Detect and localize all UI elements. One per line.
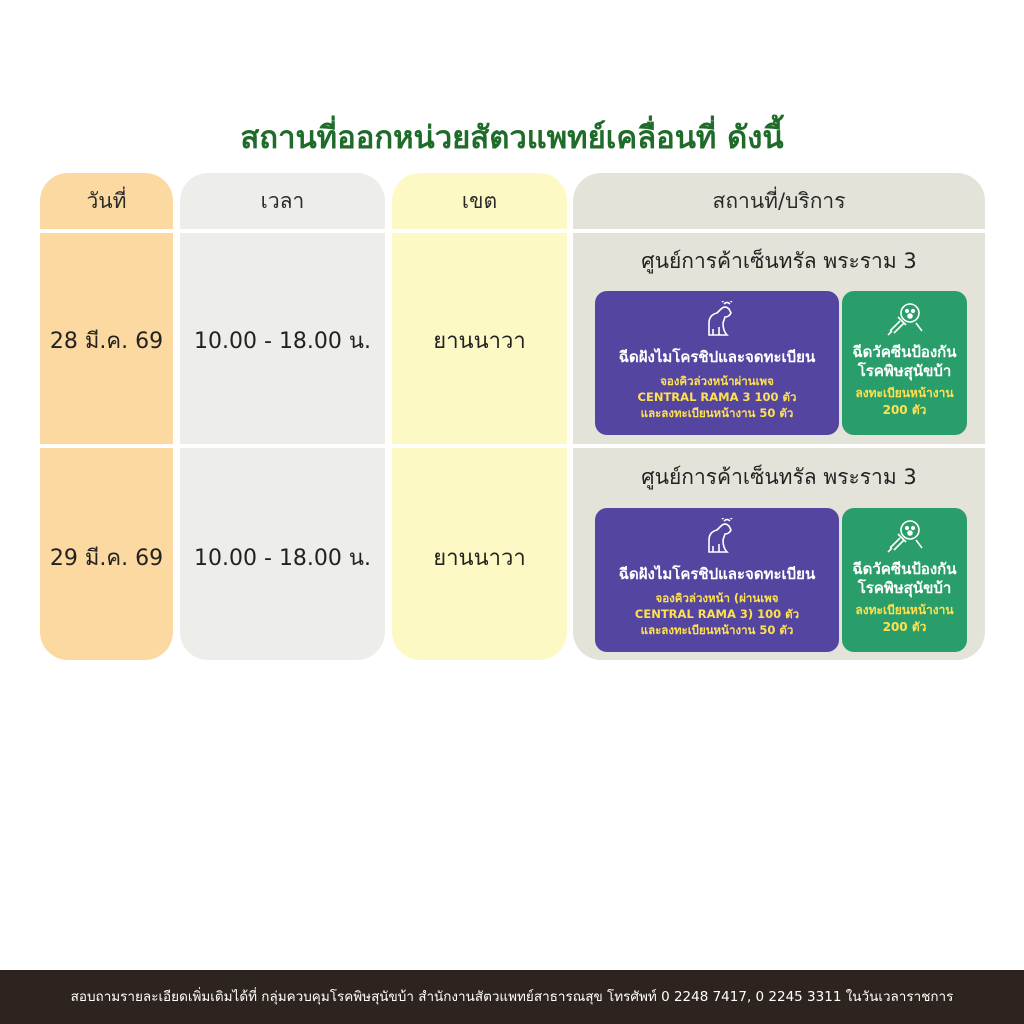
row2-microchip-title: ฉีดฝังไมโครชิปและจดทะเบียน [618, 565, 816, 583]
row-divider [40, 444, 985, 448]
row2-microchip-desc-line1: จองคิวล่วงหน้า (ผ่านเพจ [655, 591, 779, 605]
header-time: เวลา [260, 189, 305, 213]
row2-microchip-desc-line3: และลงทะเบียนหน้างาน 50 ตัว [640, 623, 794, 637]
row2-vaccine-title-line1: ฉีดวัคซีนป้องกัน [852, 560, 957, 578]
row1-district: ยานนาวา [433, 329, 526, 354]
row1-date: 28 มี.ค. 69 [49, 329, 164, 354]
row2-time: 10.00 - 18.00 น. [194, 546, 371, 571]
row2-microchip-desc [595, 590, 839, 638]
syringe-paw-icon [842, 518, 967, 554]
page-title: สถานที่ออกหน่วยสัตวแพทย์เคลื่อนที่ ดังนี้ [240, 120, 784, 156]
row2-vaccine-desc [842, 602, 967, 636]
district-column [392, 173, 567, 660]
row1-vaccine-card [842, 291, 967, 435]
row1-microchip-title: ฉีดฝังไมโครชิปและจดทะเบียน [618, 348, 816, 366]
row1-place: ศูนย์การค้าเซ็นทรัล พระราม 3 [641, 249, 917, 273]
row1-vaccine-desc [842, 385, 967, 419]
footer-contact: สอบถามรายละเอียดเพิ่มเติมได้ที่ กลุ่มควบคุมโรคพิษสุนัขบ้า สำนักงานสัตวแพทย์สาธารณสุข โทรศัพท์ 0 2248 7417, 0 2245 3311 ในวันเวลาราชการ [0, 970, 1024, 1024]
row2-vaccine-desc-line1: ลงทะเบียนหน้างาน [855, 603, 954, 617]
row1-vaccine-desc-line1: ลงทะเบียนหน้างาน [855, 386, 954, 400]
row1-microchip-desc [595, 373, 839, 421]
row2-vaccine-card [842, 508, 967, 652]
time-column [180, 173, 385, 660]
row1-time: 10.00 - 18.00 น. [194, 329, 371, 354]
row2-vaccine-title-line2: โรคพิษสุนัขบ้า [857, 579, 952, 597]
row2-microchip-desc-line2: CENTRAL RAMA 3) 100 ตัว [634, 607, 800, 621]
row-divider [40, 229, 985, 233]
row2-place: ศูนย์การค้าเซ็นทรัล พระราม 3 [641, 465, 917, 489]
syringe-paw-icon [842, 301, 967, 337]
date-column [40, 173, 173, 660]
row1-vaccine-desc-line2: 200 ตัว [882, 403, 927, 417]
header-date: วันที่ [86, 189, 127, 213]
row1-microchip-desc-line1: จองคิวล่วงหน้าผ่านเพจ [660, 374, 774, 388]
row1-vaccine-title-line2: โรคพิษสุนัขบ้า [857, 362, 952, 380]
dog-chip-icon [595, 301, 839, 337]
row1-microchip-card [595, 291, 839, 435]
row2-date: 29 มี.ค. 69 [49, 546, 164, 571]
dog-chip-icon [595, 518, 839, 554]
header-district: เขต [461, 189, 498, 213]
row1-microchip-desc-line3: และลงทะเบียนหน้างาน 50 ตัว [640, 406, 794, 420]
header-place: สถานที่/บริการ [712, 189, 846, 213]
row2-vaccine-desc-line2: 200 ตัว [882, 620, 927, 634]
row1-vaccine-title [842, 343, 967, 381]
row2-district: ยานนาวา [433, 546, 526, 571]
row1-microchip-desc-line2: CENTRAL RAMA 3 100 ตัว [637, 390, 797, 404]
row2-microchip-card [595, 508, 839, 652]
row1-vaccine-title-line1: ฉีดวัคซีนป้องกัน [852, 343, 957, 361]
row2-vaccine-title [842, 560, 967, 598]
